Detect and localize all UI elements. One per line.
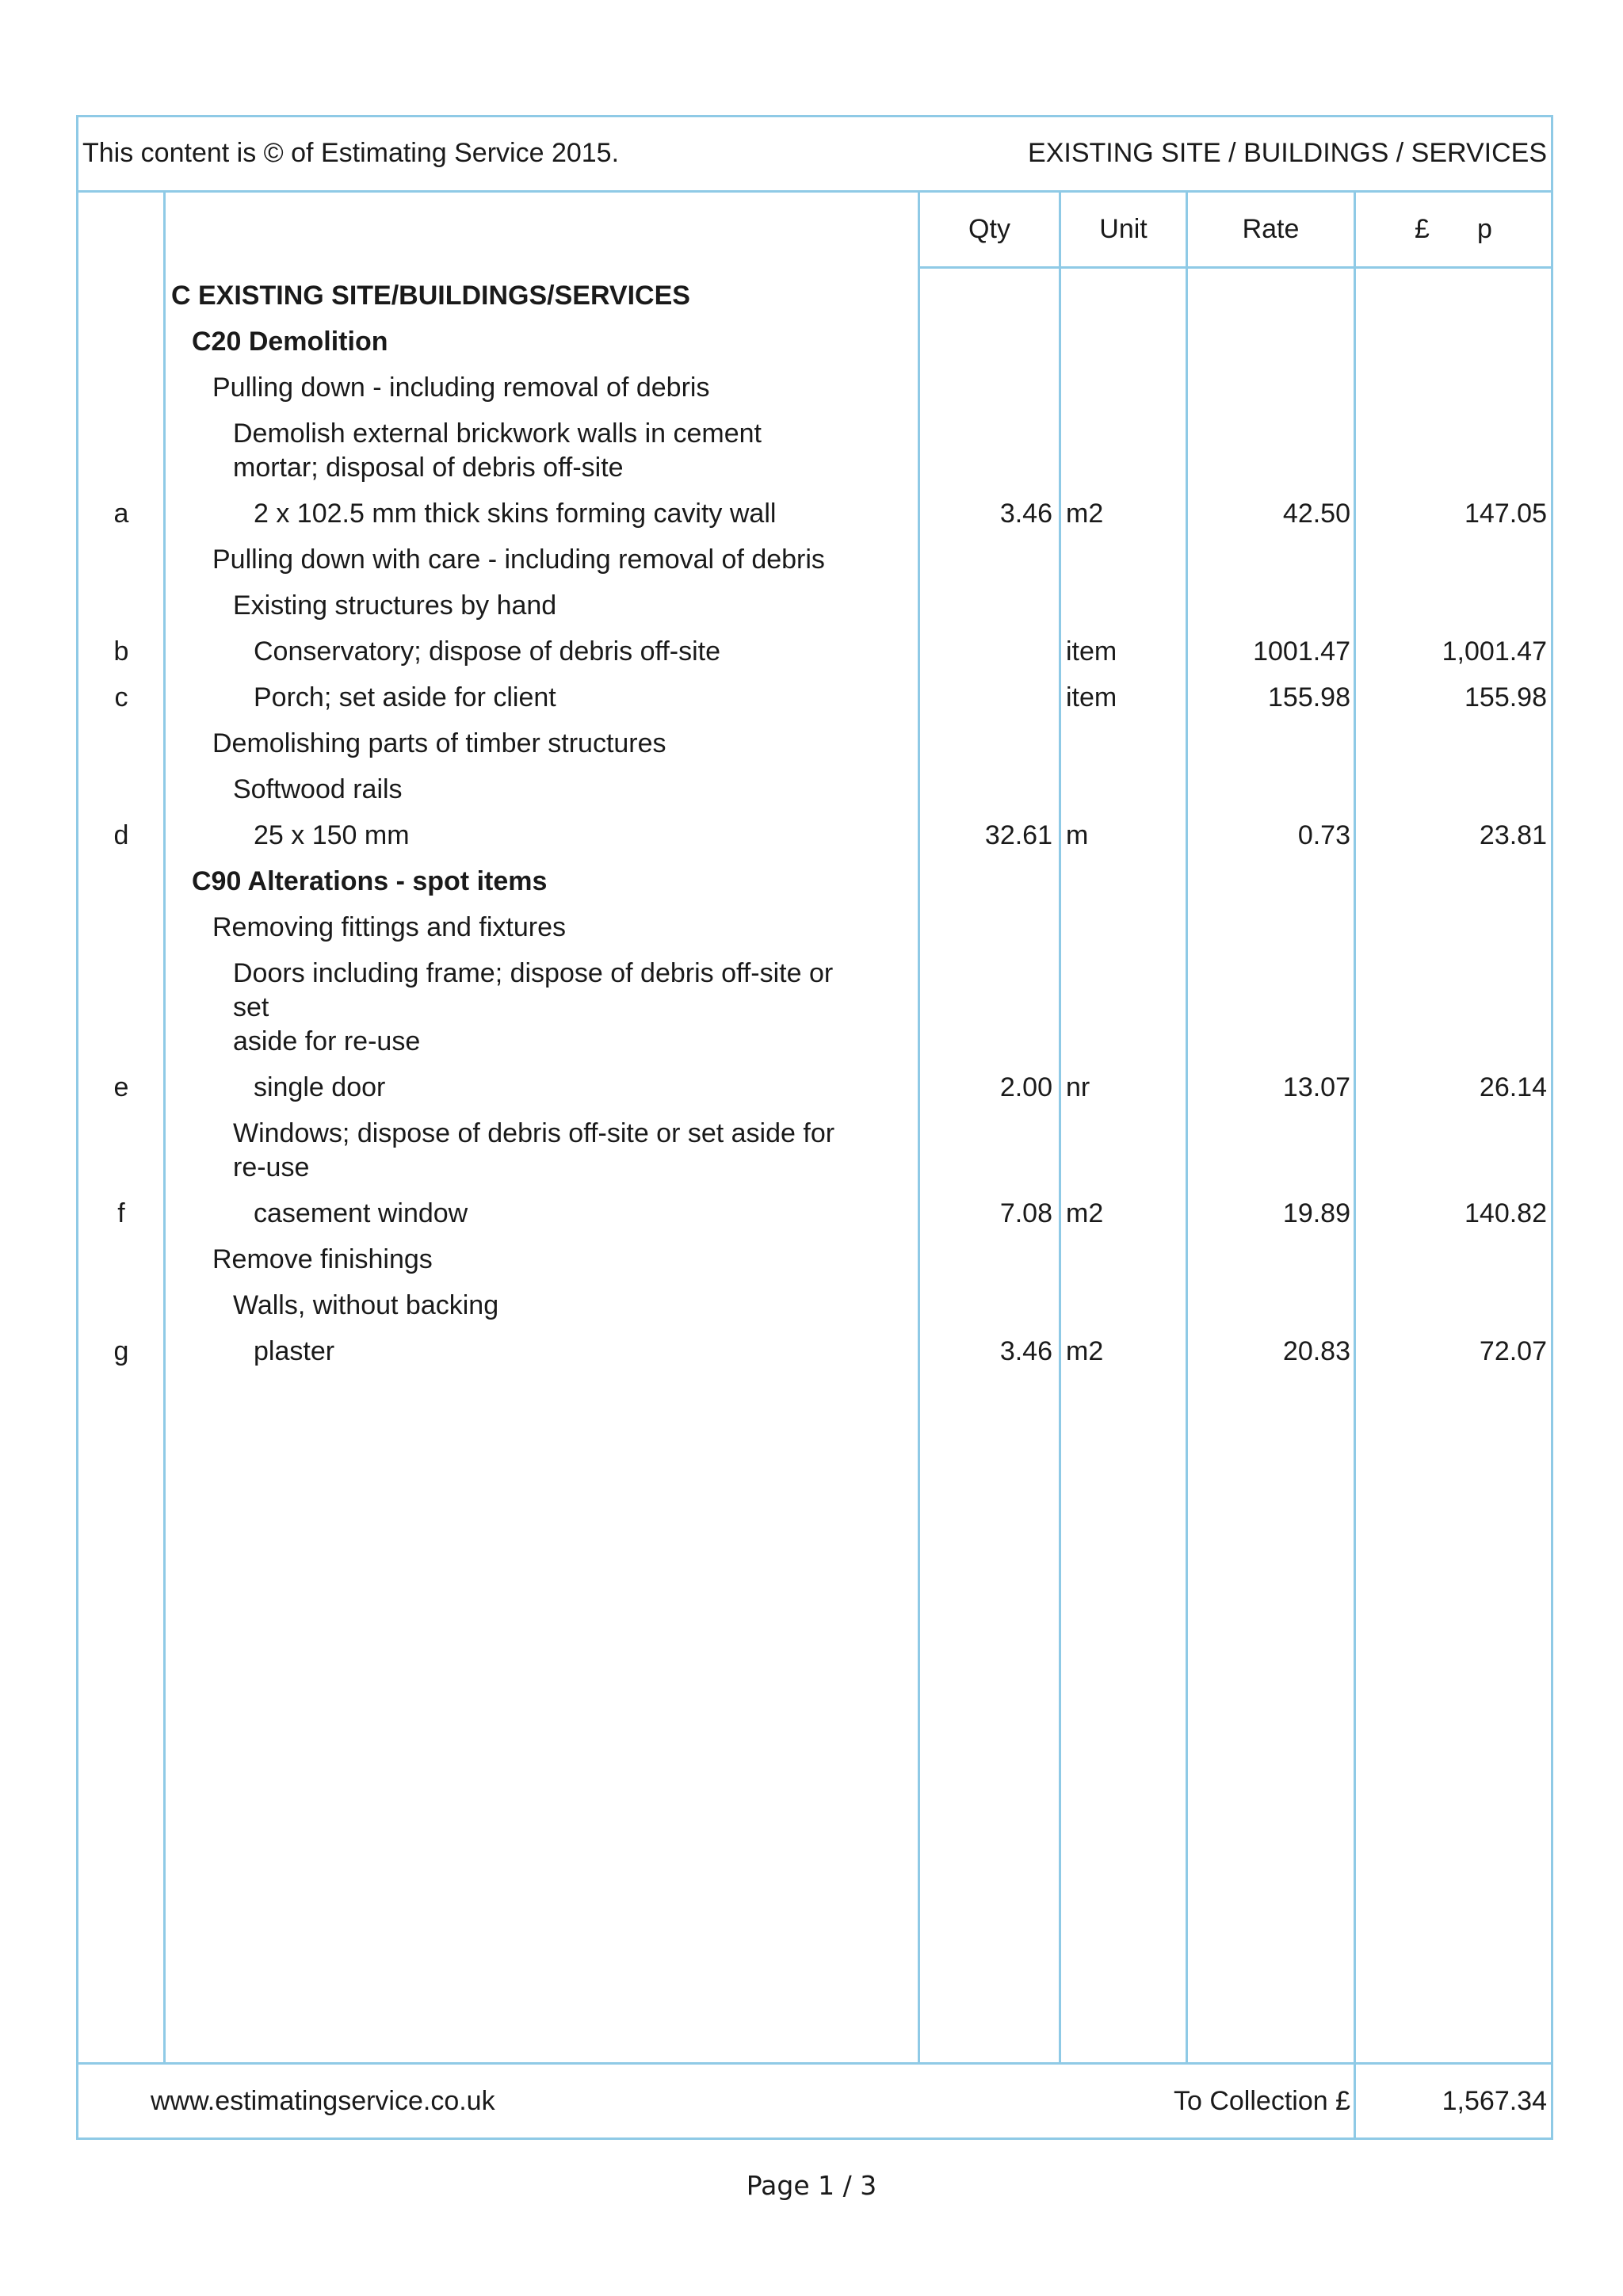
item-description: Removing fittings and fixtures [212,912,566,942]
rate-header: Rate [1242,214,1300,244]
item-ref: c [114,682,128,712]
item-description: Walls, without backing [233,1290,499,1320]
item-qty: 7.08 [999,1198,1052,1228]
collection-label: To Collection £ [1173,2086,1350,2116]
pounds-header: £ [1415,214,1430,244]
section-heading: C90 Alterations - spot items [192,866,548,896]
item-total: 23.81 [1479,820,1547,850]
item-description: Pulling down with care - including removal of debris [212,544,825,575]
item-description: 2 x 102.5 mm thick skins forming cavity wall [254,499,777,529]
qty-header: Qty [968,214,1010,244]
item-description: Porch; set aside for client [254,682,556,712]
item-ref: f [117,1198,125,1228]
item-description: 25 x 150 mm [254,820,410,850]
pence-header: p [1477,214,1492,244]
item-unit: nr [1066,1072,1090,1102]
header-rule [76,190,1553,193]
qty-column-rule [1059,190,1061,2063]
item-qty: 32.61 [984,820,1052,850]
item-rate: 1001.47 [1253,636,1350,667]
item-description: Demolish external brickwork walls in cement mortar; disposal of debris off-site [233,418,762,483]
item-ref: d [113,820,129,850]
item-unit: item [1066,636,1117,667]
item-ref: b [113,636,129,667]
item-rate: 42.50 [1282,499,1350,529]
copyright-notice: This content is © of Estimating Service 2015. [82,138,620,168]
item-description: Remove finishings [212,1244,433,1274]
item-description: Pulling down - including removal of debris [212,372,710,403]
item-description: single door [254,1072,386,1102]
item-ref: a [113,499,129,529]
ref-column-rule [163,190,166,2063]
item-rate: 19.89 [1282,1198,1350,1228]
item-unit: item [1066,682,1117,712]
item-unit: m2 [1066,1198,1104,1228]
item-total: 72.07 [1479,1336,1547,1366]
item-rate: 155.98 [1268,682,1350,712]
section-heading: C20 Demolition [192,327,388,357]
item-unit: m [1066,820,1089,850]
footer-rule [76,2062,1553,2065]
item-rate: 20.83 [1282,1336,1350,1366]
item-ref: e [113,1072,129,1102]
rate-column-rule [1354,190,1356,2140]
collection-total: 1,567.34 [1442,2086,1547,2116]
item-unit: m2 [1066,1336,1104,1366]
item-total: 140.82 [1465,1198,1547,1228]
section-title: EXISTING SITE / BUILDINGS / SERVICES [1028,138,1547,168]
item-rate: 13.07 [1282,1072,1350,1102]
item-rate: 0.73 [1297,820,1350,850]
item-qty: 2.00 [999,1072,1052,1102]
item-total: 1,001.47 [1442,636,1547,667]
item-ref: g [113,1336,129,1366]
item-qty: 3.46 [999,1336,1052,1366]
item-description: Conservatory; dispose of debris off-site [254,636,720,667]
unit-column-rule [1186,190,1188,2063]
item-description: Windows; dispose of debris off-site or set aside for re-use [233,1118,835,1182]
desc-column-rule [918,190,920,2063]
item-qty: 3.46 [999,499,1052,529]
item-total: 26.14 [1479,1072,1547,1102]
item-unit: m2 [1066,499,1104,529]
item-description: Doors including frame; dispose of debris off-site or set aside for re-use [233,958,834,1056]
item-total: 155.98 [1465,682,1547,712]
unit-header: Unit [1099,214,1148,244]
item-description: Demolishing parts of timber structures [212,728,666,758]
page-number: Page 1 / 3 [746,2170,877,2201]
item-description: Softwood rails [233,774,403,804]
section-heading: C EXISTING SITE/BUILDINGS/SERVICES [171,281,690,311]
column-header-rule [918,266,1553,269]
item-description: casement window [254,1198,468,1228]
website-link[interactable]: www.estimatingservice.co.uk [151,2086,495,2116]
item-total: 147.05 [1465,499,1547,529]
item-description: Existing structures by hand [233,590,557,621]
item-description: plaster [254,1336,335,1366]
